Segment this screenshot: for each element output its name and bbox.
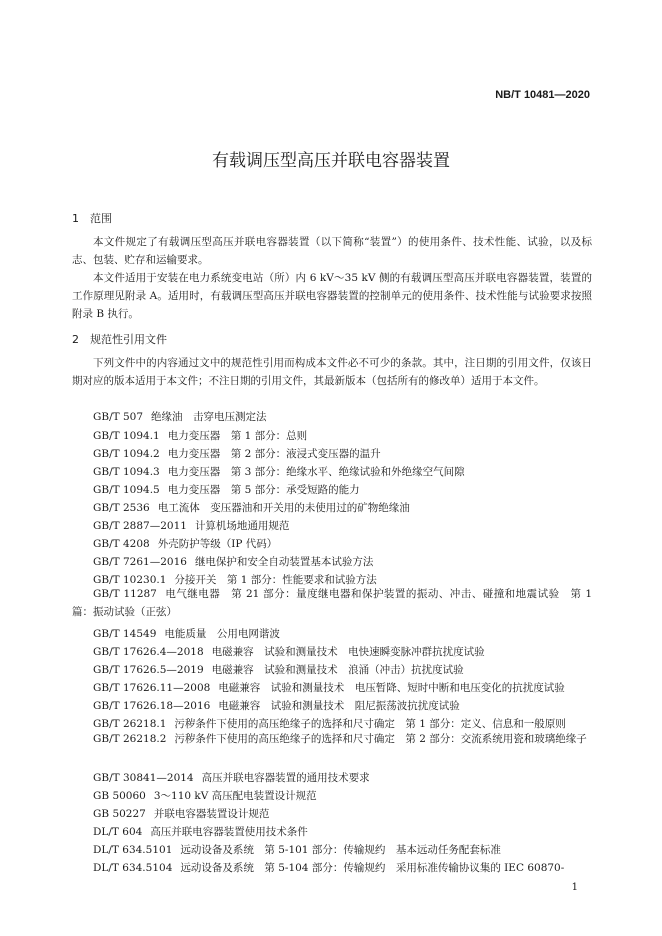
section-title: 范围	[90, 212, 112, 225]
reference-code: DL/T 604	[93, 826, 143, 838]
scope-paragraph-1: 本文件规定了有载调压型高压并联电容器装置（以下简称“装置”）的使用条件、技术性能、试验，以及标志、包装、贮存和运输要求。	[72, 236, 592, 266]
reference-item	[93, 824, 308, 839]
reference-code: GB/T 17626.5—2019	[93, 664, 204, 676]
reference-item	[93, 680, 565, 695]
reference-item	[93, 788, 317, 803]
reference-code: GB/T 17626.18—2016	[93, 700, 211, 712]
reference-item	[93, 518, 289, 533]
reference-code: GB/T 4208	[93, 538, 150, 550]
reference-item	[72, 585, 592, 621]
reference-code: GB 50060	[93, 790, 146, 802]
reference-item	[93, 428, 307, 443]
reference-item	[93, 482, 360, 497]
reference-title: 电工流体 变压器油和开关用的未使用过的矿物绝缘油	[157, 502, 410, 514]
reference-code: GB/T 507	[93, 411, 144, 423]
reference-title: 计算机场地通用规范	[194, 520, 290, 532]
reference-title: 外壳防护等级（IP 代码）	[157, 538, 278, 550]
references-intro: 下列文件中的内容通过文中的规范性引用而构成本文件必不可少的条款。其中，注日期的引用文件，仅该日期对应的版本适用于本文件；不注日期的引用文件，其最新版本（包括所有的修改单）适用于本文件。	[72, 357, 592, 387]
reference-title: 继电保护和安全自动装置基本试验方法	[194, 556, 374, 568]
reference-item	[93, 626, 280, 641]
section-heading-scope	[72, 210, 112, 226]
reference-title: 3～110 kV 高压配电装置设计规范	[153, 790, 317, 802]
reference-item	[93, 644, 485, 659]
reference-title: 电磁兼容 试验和测量技术 浪涌（冲击）抗扰度试验	[211, 664, 464, 676]
reference-code: GB/T 1094.3	[93, 466, 160, 478]
reference-item	[93, 806, 269, 821]
reference-title: 绝缘油 击穿电压测定法	[151, 411, 267, 423]
reference-item	[93, 842, 501, 857]
reference-item	[93, 464, 465, 479]
reference-item	[93, 554, 373, 569]
reference-title: 远动设备及系统 第 5-101 部分：传输规约 基本远动任务配套标准	[180, 844, 501, 856]
reference-item	[93, 698, 460, 713]
reference-title: 电气继电器 第 21 部分：量度继电器和保护装置的振动、冲击、碰撞和地震试验 第 1 篇：振动试验（正弦）	[72, 588, 592, 618]
reference-code: GB/T 1094.2	[93, 448, 160, 460]
reference-code: GB/T 14549	[93, 628, 157, 640]
section-heading-references	[72, 331, 167, 347]
reference-code: GB/T 11287	[93, 588, 157, 600]
reference-item	[72, 730, 592, 748]
reference-item	[93, 662, 464, 677]
section-number: 1	[72, 212, 79, 225]
standard-code: NB/T 10481—2020	[495, 89, 590, 101]
reference-item	[93, 446, 381, 461]
reference-item	[93, 716, 566, 731]
reference-title: 电力变压器 第 1 部分：总则	[167, 430, 308, 442]
reference-code: GB/T 2887—2011	[93, 520, 187, 532]
reference-title: 电力变压器 第 2 部分：液浸式变压器的温升	[167, 448, 381, 460]
reference-code: GB/T 17626.11—2008	[93, 682, 211, 694]
reference-item	[93, 536, 277, 551]
reference-item	[93, 770, 370, 785]
reference-code: GB/T 17626.4—2018	[93, 646, 204, 658]
reference-title: 高压并联电容器装置使用技术条件	[150, 826, 308, 838]
reference-title: 并联电容器装置设计规范	[153, 808, 270, 820]
reference-code: DL/T 634.5104	[93, 862, 173, 874]
reference-title: 远动设备及系统 第 5-104 部分：传输规约 采用标准传输协议集的 IEC 60870-	[180, 862, 565, 874]
reference-code: GB/T 7261—2016	[93, 556, 187, 568]
reference-title: 污秽条件下使用的高压绝缘子的选择和尺寸确定 第 2 部分：交流系统用瓷和玻璃绝缘子	[174, 733, 587, 745]
reference-title: 电磁兼容 试验和测量技术 阻尼振荡波抗扰度试验	[218, 700, 460, 712]
reference-title: 电力变压器 第 5 部分：承受短路的能力	[167, 484, 360, 496]
document-title: 有载调压型高压并联电容器装置	[212, 151, 450, 171]
reference-code: GB/T 2536	[93, 502, 150, 514]
section-title: 规范性引用文件	[90, 333, 167, 346]
reference-title: 污秽条件下使用的高压绝缘子的选择和尺寸确定 第 1 部分：定义、信息和一般原则	[174, 718, 566, 730]
reference-title: 电力变压器 第 3 部分：绝缘水平、绝缘试验和外绝缘空气间隙	[167, 466, 465, 478]
reference-title: 电磁兼容 试验和测量技术 电压暂降、短时中断和电压变化的抗扰度试验	[218, 682, 565, 694]
reference-code: GB/T 26218.1	[93, 718, 167, 730]
reference-item	[93, 500, 410, 515]
reference-code: GB/T 1094.5	[93, 484, 160, 496]
reference-code: GB/T 30841—2014	[93, 772, 194, 784]
reference-item	[93, 409, 267, 424]
reference-code: GB/T 1094.1	[93, 430, 160, 442]
reference-code: GB/T 10230.1	[93, 574, 167, 586]
page-number: 1	[571, 882, 578, 893]
reference-code: GB/T 26218.2	[93, 733, 167, 745]
scope-paragraph-2: 本文件适用于安装在电力系统变电站（所）内 6 kV～35 kV 侧的有载调压型高压并联电容器装置，装置的工作原理见附录 A。适用时，有载调压型高压并联电容器装置的控制单元的使用条件、技术性能与试验要求按照附录 B 执行。	[72, 272, 592, 320]
reference-title: 电能质量 公用电网谐波	[164, 628, 280, 640]
reference-code: DL/T 634.5101	[93, 844, 173, 856]
reference-title: 电磁兼容 试验和测量技术 电快速瞬变脉冲群抗扰度试验	[211, 646, 485, 658]
section-number: 2	[72, 333, 79, 346]
reference-code: GB 50227	[93, 808, 146, 820]
reference-title: 分接开关 第 1 部分：性能要求和试验方法	[174, 574, 377, 586]
reference-title: 高压并联电容器装置的通用技术要求	[201, 772, 370, 784]
reference-item	[93, 860, 564, 875]
